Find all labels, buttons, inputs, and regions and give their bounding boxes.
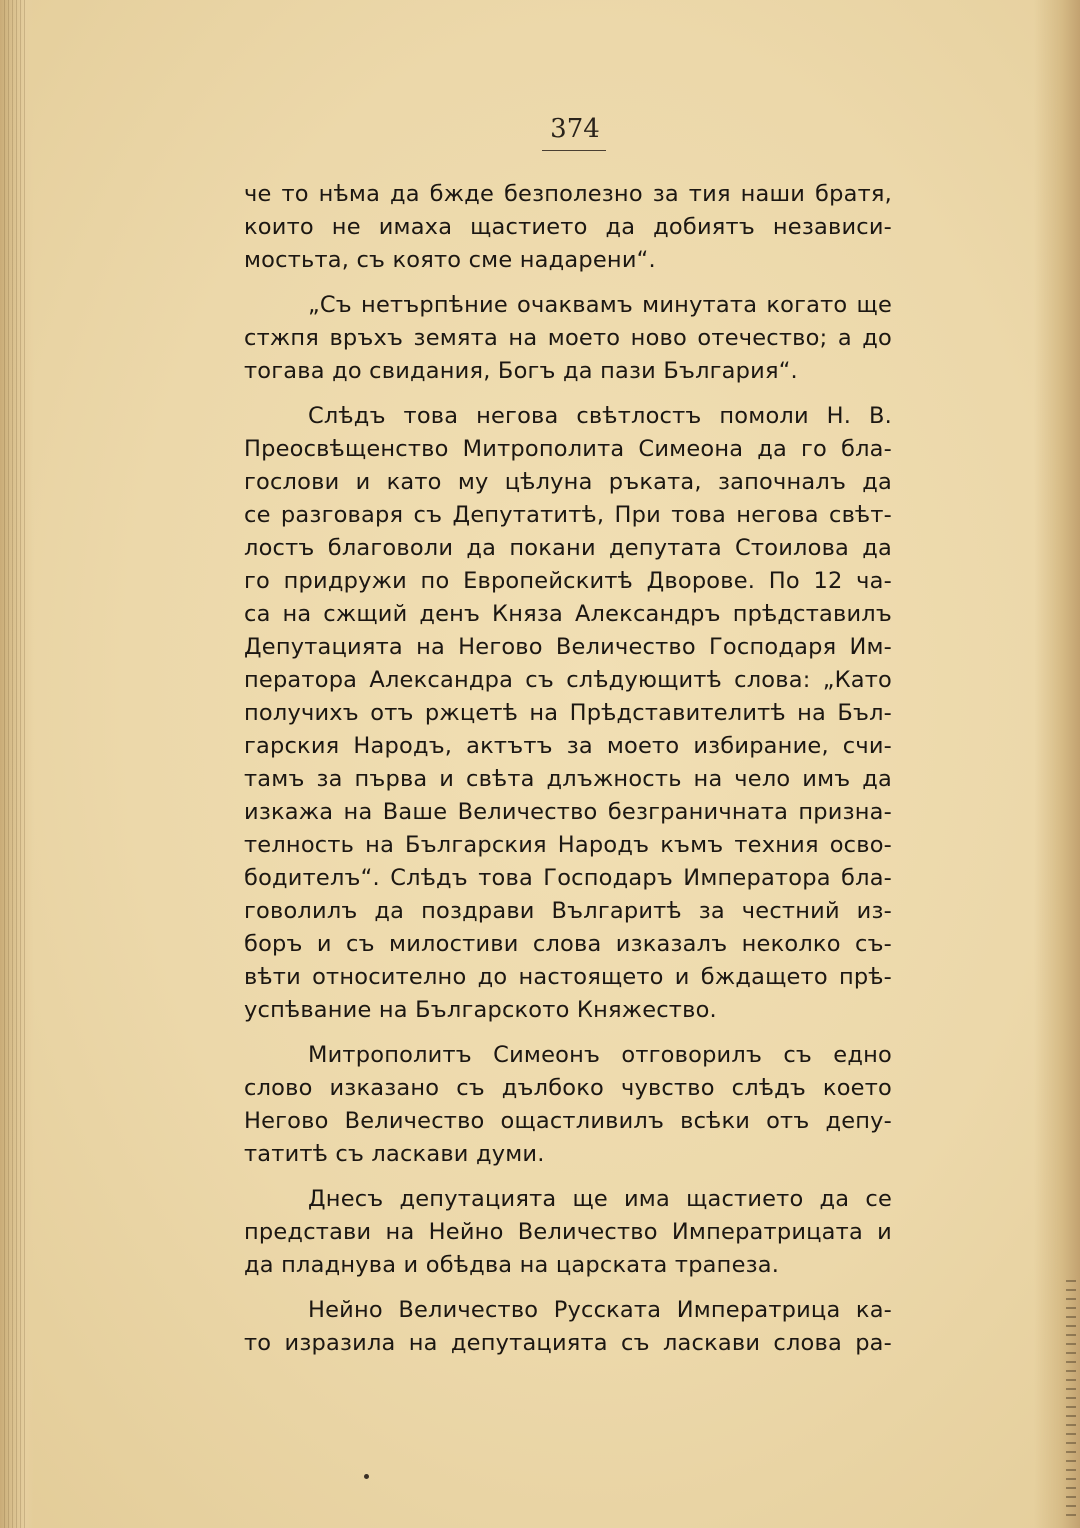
- paragraph: [244, 289, 892, 388]
- text-line: гарския Народъ, актътъ за моето избирание, счи-: [244, 733, 892, 759]
- text-line: боръ и съ милостиви слова изказалъ неколко съ-: [244, 931, 892, 957]
- page-number: 374: [550, 114, 600, 144]
- book-gutter: [0, 0, 34, 1528]
- page-edge: [1034, 0, 1080, 1528]
- paragraph: [244, 1294, 892, 1360]
- text-line: слово изказано съ дълбоко чувство слѣдъ което: [244, 1075, 892, 1101]
- text-line: бодителъ“. Слѣдъ това Господаръ Императора бла-: [244, 865, 892, 891]
- text-line: вѣти относително до настоящето и бждащето прѣ-: [244, 964, 892, 990]
- text-line: които не имаха щастието да добиятъ независи-: [244, 214, 892, 240]
- ink-speck: [364, 1474, 369, 1479]
- page-text: [244, 178, 892, 1360]
- text-line: Преосвѣщенство Митрополита Симеона да го бла-: [244, 436, 892, 462]
- text-line: Депутацията на Негово Величество Господаря Им-: [244, 634, 892, 660]
- page-number-rule: [542, 150, 606, 151]
- text-line: са на сжщий денъ Княза Александръ прѣдставилъ: [244, 601, 892, 627]
- text-line: Нейно Величество Русската Императрица ка-: [308, 1297, 892, 1323]
- text-line: Негово Величество ощастливилъ всѣки отъ депу-: [244, 1108, 892, 1134]
- text-line: гослови и като му цѣлуна ръката, започналъ да: [244, 469, 892, 495]
- text-line: представи на Нейно Величество Императрицата и: [244, 1219, 892, 1245]
- text-line: се разговаря съ Депутатитѣ, При това негова свѣт-: [244, 502, 892, 528]
- text-line: да пладнува и обѣдва на царската трапеза.: [244, 1252, 780, 1278]
- text-line: Слѣдъ това негова свѣтлостъ помоли Н. В.: [308, 403, 892, 429]
- text-line: успѣвание на Българското Княжество.: [244, 997, 717, 1023]
- text-line: лостъ благоволи да покани депутата Стоилова да: [244, 535, 892, 561]
- text-line: изкажа на Ваше Величество безграничната призна-: [244, 799, 892, 825]
- paragraph: [244, 400, 892, 1027]
- paragraph: [244, 1183, 892, 1282]
- text-line: ператора Александра съ слѣдующитѣ слова: „Като: [244, 667, 892, 693]
- text-line: мостьта, съ която сме надарени“.: [244, 247, 656, 273]
- paragraph: [244, 178, 892, 277]
- text-line: тогава до свидания, Богъ да пази България“.: [244, 358, 798, 384]
- text-line: то изразила на депутацията съ ласкави слова ра-: [244, 1330, 892, 1356]
- text-line: получихъ отъ ржцетѣ на Прѣдставителитѣ на Бъл-: [244, 700, 892, 726]
- text-line: Митрополитъ Симеонъ отговорилъ съ едно: [308, 1042, 892, 1068]
- text-line: татитѣ съ ласкави думи.: [244, 1141, 545, 1167]
- text-line: го придружи по Европейскитѣ Дворове. По 12 ча-: [244, 568, 892, 594]
- text-line: тамъ за първа и свѣта длъжность на чело имъ да: [244, 766, 892, 792]
- text-line: че то нѣма да бжде безполезно за тия наши братя,: [244, 181, 892, 207]
- text-line: телность на Българския Народъ къмъ техния осво-: [244, 832, 892, 858]
- text-line: говолилъ да поздрави Вългаритѣ за честний из-: [244, 898, 892, 924]
- text-line: стжпя връхъ земята на моето ново отечество; а до: [244, 325, 892, 351]
- text-line: Днесъ депутацията ще има щастието да се: [308, 1186, 892, 1212]
- text-line: „Съ нетърпѣние очаквамъ минутата когато ще: [308, 292, 892, 318]
- paragraph: [244, 1039, 892, 1171]
